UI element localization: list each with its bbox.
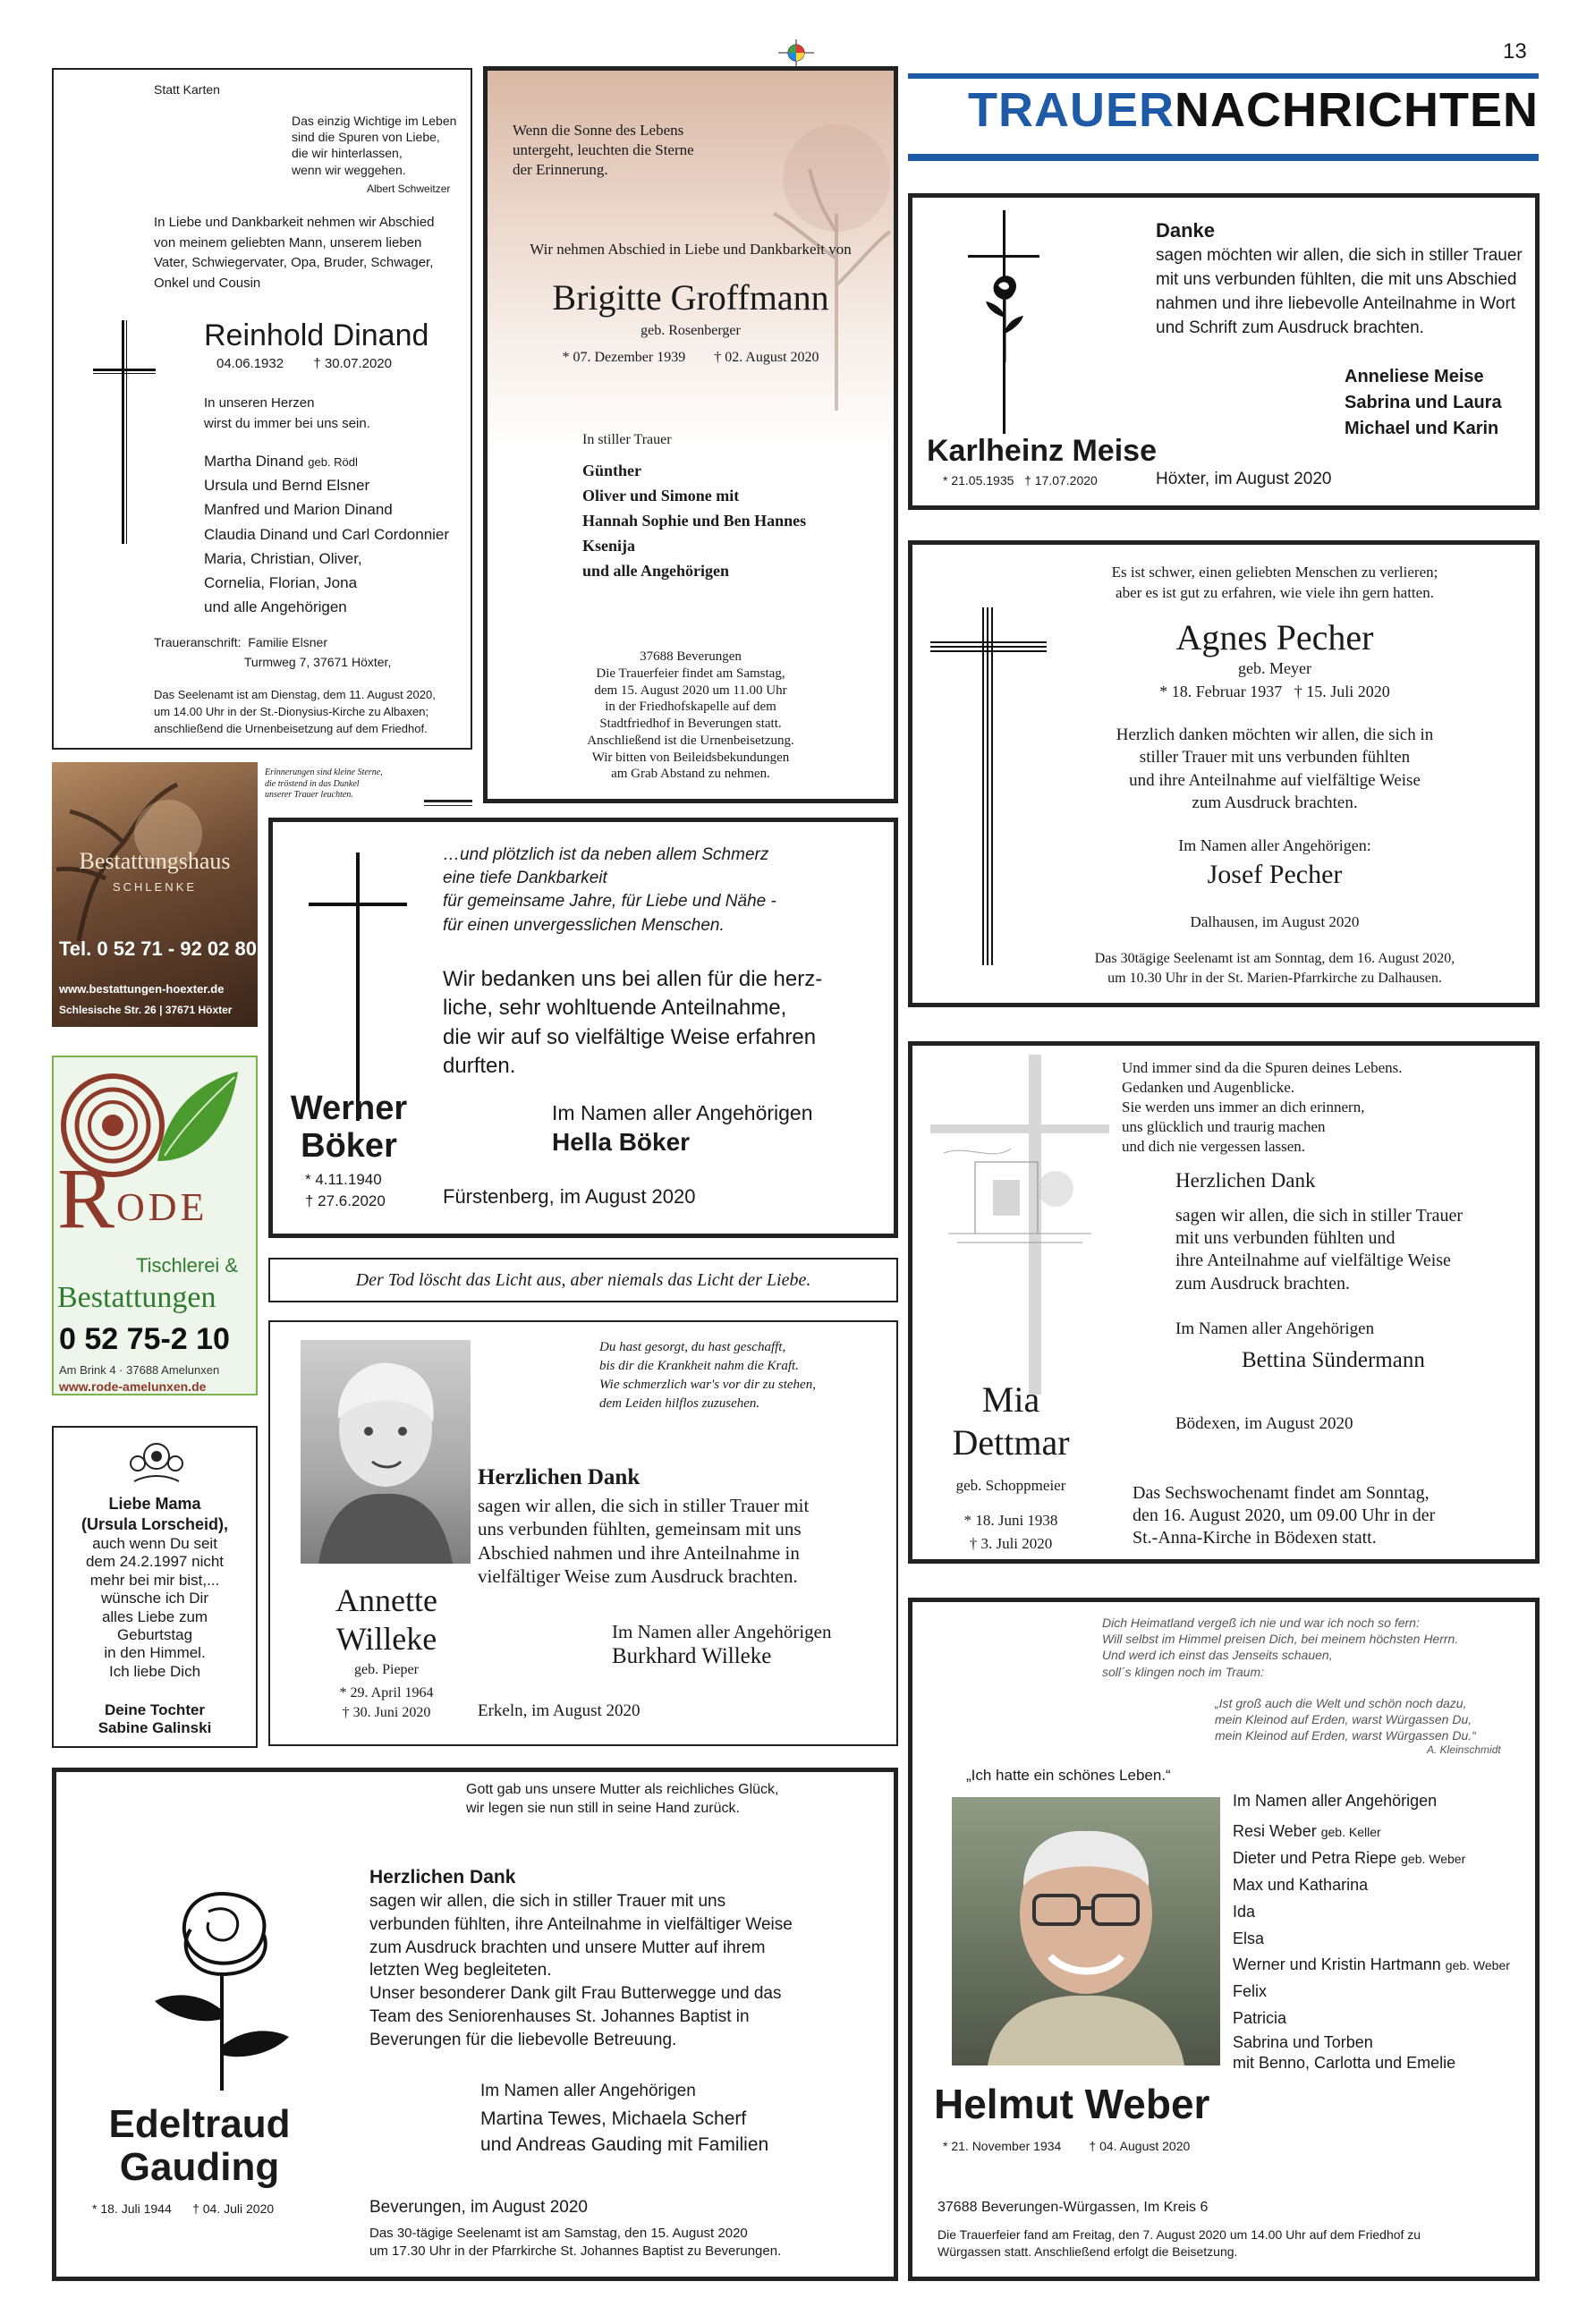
page-title-part1: TRAUER — [968, 83, 1175, 137]
dettmar-dank: Herzlichen Dank — [1175, 1169, 1316, 1192]
grave-sketch-icon — [939, 1135, 1100, 1260]
notice-mama — [52, 1426, 258, 1748]
groffmann-name: Brigitte Groffmann — [552, 277, 829, 318]
meise-name: Karlheinz Meise — [927, 434, 1157, 468]
groffmann-dates: * 07. Dezember 1939 † 02. August 2020 — [562, 350, 819, 365]
dinand-text: In Liebe und Dankbarkeit nehmen wir Abschied von meinem geliebten Mann, unserem lieben Vater, Schwiegervater, Opa, Bruder, Schwager, Onkel und Cousin — [154, 215, 435, 291]
boeker-name: Werner Böker — [290, 1090, 408, 1165]
willeke-quote: Du hast gesorgt, du hast geschafft, bis dir die Krankheit nahm die Kraft. Wie schmerzlich war's vor dir zu stehen, dem Leiden hilflos zuzusehen. — [599, 1340, 816, 1411]
gauding-seelenamt: Das 30-tägige Seelenamt ist am Samstag, den 15. August 2020 um 17.30 Uhr in der Pfarrkirche St. Johannes Baptist zu Beverungen. — [369, 2226, 782, 2260]
divider — [424, 800, 472, 802]
dettmar-text: sagen wir allen, die sich in stiller Trauer mit uns verbunden fühlten und ihre Anteilnahme auf vielfältige Weise zum Ausdruck brachten. — [1175, 1206, 1463, 1293]
weber-footer: Die Trauerfeier fand am Freitag, den 7. August 2020 um 14.00 Uhr auf dem Friedhof zu Würgassen statt. Anschließend erfolgt die Beisetzung. — [937, 2227, 1421, 2259]
erinnerungen-quote: Erinnerungen sind kleine Sterne, die tröstend in das Dunkel unserer Trauer leuchten. — [265, 768, 383, 800]
weber-family-row — [1233, 1926, 1537, 1953]
gauding-signers: Martina Tewes, Michaela Scherf und Andreas Gauding mit Familien — [480, 2108, 769, 2155]
weber-namen-label: Im Namen aller Angehörigen — [1233, 1792, 1438, 1810]
dinand-intro: Statt Karten — [154, 82, 220, 97]
groffmann-intro: Wir nehmen Abschied in Liebe und Dankbarkeit von — [530, 241, 852, 258]
weber-family-name: Felix — [1233, 1982, 1268, 2001]
dettmar-name: Mia Dettmar — [952, 1379, 1070, 1463]
willeke-namen-label: Im Namen aller Angehörigen — [612, 1621, 832, 1642]
weber-family-row — [1233, 1872, 1537, 1899]
dinand-family-note: geb. Rödl — [308, 455, 358, 469]
page-number: 13 — [1503, 39, 1527, 64]
meise-danke: Danke — [1156, 219, 1216, 242]
rose-icon — [982, 264, 1027, 362]
willeke-text: sagen wir allen, die sich in stiller Trauer mit uns verbunden fühlten, gemeinsam mit uns Abschied nahmen und ihre Anteilnahme in vielfältiger Weise zum Ausdruck brachten. — [478, 1495, 810, 1587]
rose-icon — [146, 1876, 298, 2091]
weber-family-row — [1233, 2032, 1537, 2074]
tod-quote-box — [268, 1258, 898, 1302]
weber-quote: Dich Heimatland vergeß ich nie und war ich noch so fern: Will selbst im Himmel preisen Dich, bei meinem höchsten Herrn. Und werd ich einst das Jenseits schauen, soll´s klingen noch im Traum: — [1102, 1616, 1459, 1679]
boeker-dates: * 4.11.1940 † 27.6.2020 — [305, 1171, 386, 1209]
weber-quote2-author: A. Kleinschmidt — [1427, 1743, 1501, 1756]
header-stripe-bottom — [908, 154, 1539, 161]
weber-family-name: Sabrina und Torben mit Benno, Carlotta und Emelie — [1233, 2033, 1456, 2073]
dinand-family-rest: Ursula und Bernd Elsner Manfred und Marion Dinand Claudia Dinand und Carl Cordonnier Maria, Christian, Oliver, Cornelia, Florian, Jona und alle Angehörigen — [204, 477, 450, 616]
willeke-signer: Burkhard Willeke — [612, 1644, 772, 1668]
gauding-namen-label: Im Namen aller Angehörigen — [480, 2082, 696, 2100]
memorial-sketch — [930, 1055, 1109, 1395]
cross-icon — [309, 852, 407, 1121]
dinand-name: Reinhold Dinand — [204, 318, 429, 352]
weber-family-name: Patricia — [1233, 2009, 1287, 2028]
weber-family-note: geb. Weber — [1445, 1958, 1510, 1973]
weber-photo — [952, 1797, 1220, 2065]
boeker-place: Fürstenberg, im August 2020 — [443, 1185, 696, 1208]
notice-weber — [908, 1598, 1540, 2281]
boeker-text: Wir bedanken uns bei allen für die herz- liche, sehr wohltuende Anteilnahme, die wir auf so vielfältige Weise erfahren durften. — [443, 967, 823, 1079]
willeke-place: Erkeln, im August 2020 — [478, 1701, 641, 1720]
dinand-address: Traueranschrift: Familie Elsner Turmweg 7, 37671 Höxter, — [154, 635, 392, 669]
rode-line1: Tischlerei & — [136, 1254, 239, 1277]
schlenke-url[interactable]: www.bestattungen-hoexter.de — [59, 982, 225, 996]
weber-quote2: „Ist groß auch die Welt und schön noch dazu, mein Kleinod auf Erden, warst Würgassen Du, mein Kleinod auf Erden, warst Würgassen Du.“ — [1215, 1696, 1476, 1743]
notice-dettmar — [908, 1041, 1540, 1564]
divider — [424, 805, 472, 806]
weber-family-name: Ida — [1233, 1902, 1256, 1921]
groffmann-footer: 37688 Beverungen Die Trauerfeier findet am Samstag, dem 15. August 2020 um 11.00 Uhr in der Friedhofskapelle auf dem Stadtfriedhof in Beverungen statt. Anschließend ist die Urnenbeisetzung. Wir bitten von Beileidsbekundungen am Grab Abstand zu nehmen. — [587, 649, 794, 782]
rode-address: Am Brink 4 · 37688 Amelunxen — [59, 1363, 220, 1377]
pecher-seelenamt: Das 30tägige Seelenamt ist am Sonntag, dem 16. August 2020, um 10.30 Uhr in der St. Marien-Pfarrkirche zu Dalhausen. — [1094, 951, 1455, 986]
weber-place: 37688 Beverungen-Würgassen, Im Kreis 6 — [937, 2200, 1209, 2215]
schlenke-address: Schlesische Str. 26 | 37671 Höxter — [59, 1004, 233, 1016]
portrait-woman-icon — [301, 1340, 471, 1564]
page-title-part2: NACHRICHTEN — [1175, 83, 1539, 137]
notice-gauding — [52, 1768, 898, 2281]
pecher-signer: Josef Pecher — [1207, 860, 1343, 889]
rode-phone[interactable]: 0 52 75-2 10 — [59, 1322, 230, 1356]
meise-family: Anneliese Meise Sabrina und Laura Michael und Karin — [1345, 367, 1502, 438]
weber-family-name: Dieter und Petra Riepe — [1233, 1848, 1397, 1867]
weber-family-row — [1233, 1899, 1537, 1926]
groffmann-quote: Wenn die Sonne des Lebens untergeht, leuchten die Sterne der Erinnerung. — [513, 122, 694, 179]
gauding-dank: Herzlichen Dank — [369, 1867, 516, 1887]
pecher-text: Herzlich danken möchten wir allen, die sich in stiller Trauer mit uns verbunden fühlten und ihre Anteilnahme auf vielfältige Weise zum Ausdruck brachten. — [1116, 725, 1434, 812]
weber-family-list — [1233, 1819, 1537, 2074]
header-stripe-top — [908, 73, 1539, 79]
dettmar-signer: Bettina Sündermann — [1242, 1348, 1425, 1372]
weber-name: Helmut Weber — [934, 2081, 1210, 2127]
registration-mark-icon — [778, 39, 814, 66]
weber-dates: * 21. November 1934 † 04. August 2020 — [943, 2139, 1191, 2153]
groffmann-family: Günther Oliver und Simone mit Hannah Sophie und Ben Hannes Ksenija und alle Angehörigen — [582, 462, 807, 580]
ad-rode[interactable] — [52, 1056, 258, 1395]
dinand-quote-author: Albert Schweitzer — [367, 182, 451, 195]
notice-pecher — [908, 540, 1540, 1007]
dettmar-namen-label: Im Namen aller Angehörigen — [1175, 1319, 1375, 1338]
pecher-namen-label: Im Namen aller Angehörigen: — [1178, 836, 1371, 854]
weber-family-name: Werner und Kristin Hartmann — [1233, 1955, 1441, 1974]
willeke-born-as: geb. Pieper — [354, 1662, 419, 1677]
pecher-dates: * 18. Februar 1937 † 15. Juli 2020 — [1159, 683, 1390, 700]
dinand-family — [204, 449, 449, 619]
willeke-dank: Herzlichen Dank — [478, 1465, 641, 1489]
dettmar-place: Bödexen, im August 2020 — [1175, 1414, 1353, 1433]
weber-family-row — [1233, 1845, 1537, 1872]
dettmar-seelenamt: Das Sechswochenamt findet am Sonntag, den 16. August 2020, um 09.00 Uhr in der St.-Anna-Kirche in Bödexen statt. — [1133, 1483, 1436, 1548]
mama-title: Liebe Mama (Ursula Lorscheid), — [81, 1495, 229, 1533]
weber-family-note: geb. Weber — [1401, 1851, 1466, 1866]
notice-dinand — [52, 68, 472, 750]
dettmar-quote: Und immer sind da die Spuren deines Lebens. Gedanken und Augenblicke. Sie werden uns immer an dich erinnern, uns glücklich und traurig machen und dich nie vergessen lassen. — [1122, 1059, 1403, 1156]
rode-url[interactable]: www.rode-amelunxen.de — [59, 1379, 207, 1394]
notice-boeker — [268, 818, 898, 1238]
willeke-photo — [301, 1340, 471, 1564]
flowers-icon — [125, 1435, 188, 1489]
gauding-text: sagen wir allen, die sich in stiller Trauer mit uns verbunden fühlten, ihre Anteilnahme in vielfältiger Weise zum Ausdruck brachten und unsere Mutter auf ihrem letzten Weg begleiteten. Unser besonderer Dank gilt Frau Butterwegge und das Team des Seniorenhauses St. Johannes Baptist in Beverungen für die liebevolle Betreuung. — [369, 1892, 793, 2049]
groffmann-born-as: geb. Rosenberger — [641, 323, 741, 338]
weber-family-row — [1233, 2006, 1537, 2032]
gauding-quote: Gott gab uns unsere Mutter als reichliches Glück, wir legen sie nun still in seine Hand zurück. — [466, 1782, 779, 1816]
gauding-name: Edeltraud Gauding — [108, 2102, 291, 2190]
weber-family-name: Elsa — [1233, 1929, 1265, 1947]
weber-family-row — [1233, 1952, 1537, 1979]
meise-text: sagen möchten wir allen, die sich in stiller Trauer mit uns verbunden fühlten, die mit uns Abschied nahmen und ihre liebevolle Anteilnahme in Wort und Schrift zum Ausdruck brachten. — [1156, 246, 1523, 337]
weber-family-row — [1233, 1979, 1537, 2006]
groffmann-in-stiller: In stiller Trauer — [582, 432, 672, 447]
weber-family-note: geb. Keller — [1320, 1825, 1381, 1839]
pecher-quote: Es ist schwer, einen geliebten Menschen zu verlieren; aber es ist gut zu erfahren, wie viele ihn gern hatten. — [1111, 564, 1438, 601]
schlenke-subtitle: SCHLENKE — [112, 880, 198, 894]
gauding-dates: * 18. Juli 1944 † 04. Juli 2020 — [92, 2201, 275, 2216]
pecher-name: Agnes Pecher — [1175, 617, 1374, 657]
portrait-man-icon — [952, 1797, 1220, 2065]
ad-schlenke[interactable] — [52, 762, 258, 1027]
boeker-signer: Hella Böker — [552, 1128, 691, 1156]
meise-place: Höxter, im August 2020 — [1156, 470, 1332, 488]
page-title — [908, 83, 1539, 137]
dinand-dates: 04.06.1932 † 30.07.2020 — [216, 356, 392, 371]
notice-meise — [908, 193, 1540, 510]
willeke-name: Annette Willeke — [335, 1582, 437, 1658]
weber-leben: „Ich hatte ein schönes Leben.“ — [966, 1767, 1171, 1784]
dinand-herzen: In unseren Herzen wirst du immer bei uns sein. — [204, 395, 370, 431]
boeker-quote: …und plötzlich ist da neben allem Schmerz eine tiefe Dankbarkeit für gemeinsame Jahre, für Liebe und Nähe - für einen unvergesslichen Menschen. — [443, 845, 776, 935]
gauding-place: Beverungen, im August 2020 — [369, 2198, 589, 2217]
dettmar-born-as: geb. Schoppmeier — [955, 1477, 1066, 1494]
rode-initial: R — [57, 1150, 115, 1246]
tod-quote: Der Tod löscht das Licht aus, aber niemals das Licht der Liebe. — [355, 1270, 811, 1290]
dinand-seelenamt: Das Seelenamt ist am Dienstag, dem 11. August 2020, um 14.00 Uhr in der St.-Dionysius-Kirche zu Albaxen; anschließend die Urnenbeisetzung auf dem Friedhof. — [154, 688, 436, 735]
mama-body: auch wenn Du seit dem 24.2.1997 nicht mehr bei mir bist,... wünsche ich Dir alles Liebe zum Geburtstag in den Himmel. Ich liebe Dich — [85, 1535, 225, 1680]
schlenke-title: Bestattungshaus — [79, 848, 231, 874]
schlenke-phone[interactable]: Tel. 0 52 71 - 92 02 80 — [59, 937, 257, 960]
meise-dates: * 21.05.1935 † 17.07.2020 — [943, 473, 1098, 488]
dinand-quote: Das einzig Wichtige im Leben sind die Spuren von Liebe, die wir hinterlassen, wenn wir weggehen. — [292, 114, 457, 177]
weber-family-name: Resi Weber — [1233, 1822, 1317, 1840]
weber-family-name: Max und Katharina — [1233, 1875, 1369, 1894]
notice-groffmann — [483, 66, 898, 803]
dinand-family-first: Martha Dinand — [204, 453, 304, 470]
cross-icon — [93, 320, 156, 544]
rode-line2: Bestattungen — [57, 1281, 216, 1314]
pecher-born-as: geb. Meyer — [1238, 659, 1311, 677]
weber-family-row — [1233, 1819, 1537, 1845]
boeker-namen-label: Im Namen aller Angehörigen — [552, 1101, 813, 1124]
dettmar-dates: * 18. Juni 1938 † 3. Juli 2020 — [963, 1512, 1058, 1552]
mama-signer: Deine Tochter Sabine Galinski — [98, 1701, 212, 1737]
rode-name: ODE — [116, 1185, 208, 1229]
notice-willeke — [268, 1320, 898, 1746]
pecher-place: Dalhausen, im August 2020 — [1190, 913, 1360, 930]
willeke-dates: * 29. April 1964 † 30. Juni 2020 — [339, 1685, 434, 1721]
